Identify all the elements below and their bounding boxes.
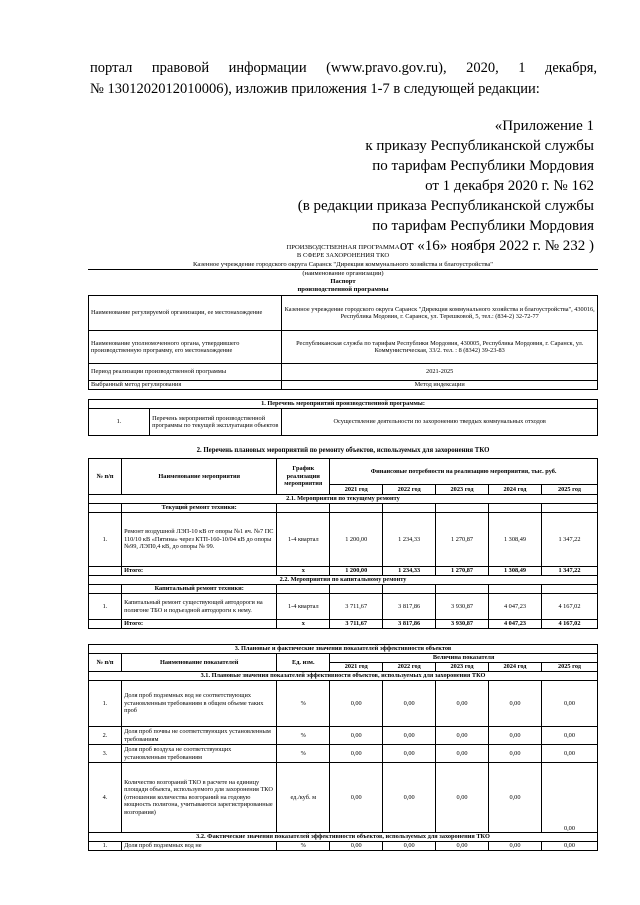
row-value: 0,00 bbox=[383, 681, 436, 727]
row-value: 0,00 bbox=[383, 842, 436, 851]
total-value: 1 308,49 bbox=[489, 567, 542, 576]
subsection-title: 3.2. Фактические значения показателей эффективности объектов, используемых для захоронения ТКО bbox=[89, 833, 598, 842]
row-value: Осуществление деятельности по захоронению твердых коммунальных отходов bbox=[282, 409, 598, 436]
col-year: 2023 год bbox=[436, 663, 489, 672]
row-value: 0,00 bbox=[383, 763, 436, 833]
row-value: 4 047,23 bbox=[489, 594, 542, 620]
row-unit: % bbox=[277, 842, 330, 851]
table-row bbox=[89, 727, 598, 745]
table-row bbox=[89, 513, 598, 567]
row-value: 0,00 bbox=[489, 842, 542, 851]
total-value: 1 234,33 bbox=[383, 567, 436, 576]
row-unit: % bbox=[277, 727, 330, 745]
section-2-table bbox=[88, 458, 598, 629]
col-year: 2024 год bbox=[489, 663, 542, 672]
passport-subtitle: производственной программы bbox=[297, 286, 389, 293]
annex-line-5: (в редакции приказа Республиканской службы bbox=[297, 198, 594, 214]
section-1-row bbox=[89, 409, 598, 436]
col-year: 2021 год bbox=[330, 663, 383, 672]
passport-row-organization bbox=[89, 296, 598, 331]
row-unit: ед./куб. м bbox=[277, 763, 330, 833]
row-value: 0,00 bbox=[541, 763, 597, 833]
total-value: 1 270,87 bbox=[436, 567, 489, 576]
row-value: 0,00 bbox=[436, 745, 489, 763]
total-value: 3 817,86 bbox=[383, 620, 436, 629]
row-number: 1. bbox=[89, 681, 122, 727]
row-name: Капитальный ремонт существующей автодороги на полигоне ТБО и подъездной автодороги к нему. bbox=[122, 594, 277, 620]
row-unit: % bbox=[277, 745, 330, 763]
passport-label: Наименование уполномоченного органа, утвердившего производственную программу, его местонахождение bbox=[89, 331, 282, 364]
total-value: 1 347,22 bbox=[541, 567, 597, 576]
row-value: 0,00 bbox=[330, 727, 383, 745]
row-name: Количество возгораний ТКО в расчете на единицу площади объекта, используемого для захоронения ТКО (отношения количества возгораний на годовую мощность полигона, учитываются зарегистрированные возгорания) bbox=[122, 763, 277, 833]
row-number: 2. bbox=[89, 727, 122, 745]
section-3-table bbox=[88, 644, 598, 851]
col-year: 2022 год bbox=[383, 663, 436, 672]
row-value: 0,00 bbox=[541, 681, 597, 727]
col-year: 2023 год bbox=[436, 485, 489, 495]
row-number: 1. bbox=[89, 842, 122, 851]
organization-name: Казенное учреждение городского округа Саранск "Дирекция коммунального хозяйства и благоустройства" bbox=[88, 261, 598, 270]
section-1-table bbox=[88, 399, 598, 436]
row-value: 1 347,22 bbox=[541, 513, 597, 567]
organization-caption: (наименование организации) bbox=[302, 270, 384, 277]
table-row bbox=[89, 594, 598, 620]
total-value: 4 047,23 bbox=[489, 620, 542, 629]
row-schedule: 1-4 квартал bbox=[277, 594, 330, 620]
program-title: ПРОИЗВОДСТВЕННАЯ ПРОГРАММА bbox=[286, 244, 400, 251]
col-year: 2025 год bbox=[541, 485, 597, 495]
row-value: 0,00 bbox=[436, 681, 489, 727]
total-row bbox=[89, 567, 598, 576]
row-value: 0,00 bbox=[436, 842, 489, 851]
subsection-title: 2.2. Мероприятия по капитальному ремонту bbox=[89, 576, 598, 585]
group-heading: Капитальный ремонт техники: bbox=[122, 585, 277, 594]
annex-heading bbox=[250, 116, 594, 256]
passport-row-authority bbox=[89, 331, 598, 364]
row-name: Доля проб подземных вод не соответствующих установленным требованиям в общем объеме таких проб bbox=[122, 681, 277, 727]
col-name: Наименование показателей bbox=[122, 654, 277, 672]
total-label: Итого: bbox=[122, 620, 277, 629]
total-value: 4 167,02 bbox=[541, 620, 597, 629]
row-number: 4. bbox=[89, 763, 122, 833]
total-value: 3 711,67 bbox=[330, 620, 383, 629]
row-number: 3. bbox=[89, 745, 122, 763]
passport-label: Период реализации производственной программы bbox=[89, 364, 282, 381]
col-financial: Финансовые потребности на реализацию мероприятия, тыс. руб. bbox=[330, 459, 598, 485]
row-value: 1 308,49 bbox=[489, 513, 542, 567]
row-name: Ремонт воздушной ЛЭП-10 кВ от опоры №1 яч. №7 ПС 110/10 кВ «Пятина» через КТП-160-10/04 кВ до опоры №99, ЛЭП0,4 кВ, до опоры № 99. bbox=[122, 513, 277, 567]
passport-table bbox=[88, 295, 598, 390]
row-value: 1 200,00 bbox=[330, 513, 383, 567]
subsection-title: 3.1. Плановые значения показателей эффективности объектов, используемых для захоронения ТКО bbox=[89, 672, 598, 681]
col-year: 2025 год bbox=[541, 663, 597, 672]
table-row bbox=[89, 842, 598, 851]
row-number: 1. bbox=[89, 594, 122, 620]
program-subtitle: В СФЕРЕ ЗАХОРОНЕНИЯ ТКО bbox=[296, 252, 390, 259]
total-x: х bbox=[277, 620, 330, 629]
row-name: Доля проб воздуха не соответствующих установленным требованиям bbox=[122, 745, 277, 763]
col-name: Наименование мероприятия bbox=[122, 459, 277, 495]
annex-line-6: по тарифам Республики Мордовия bbox=[372, 218, 594, 234]
row-value: 0,00 bbox=[541, 745, 597, 763]
table-row bbox=[89, 681, 598, 727]
intro-paragraph bbox=[90, 58, 597, 100]
row-value: 0,00 bbox=[330, 681, 383, 727]
subsection-title: 2.1. Мероприятия по текущему ремонту bbox=[89, 495, 598, 504]
row-value: 1 270,87 bbox=[436, 513, 489, 567]
row-value: 4 167,02 bbox=[541, 594, 597, 620]
passport-label: Выбранный метод регулирования bbox=[89, 381, 282, 390]
col-year: 2021 год bbox=[330, 485, 383, 495]
table-row bbox=[89, 745, 598, 763]
col-number: № п/п bbox=[89, 459, 122, 495]
row-value: 1 234,33 bbox=[383, 513, 436, 567]
row-value: 0,00 bbox=[541, 727, 597, 745]
row-number: 1. bbox=[89, 409, 150, 436]
row-value: 0,00 bbox=[489, 727, 542, 745]
passport-row-period bbox=[89, 364, 598, 381]
row-schedule: 1-4 квартал bbox=[277, 513, 330, 567]
row-value: 0,00 bbox=[330, 763, 383, 833]
row-label: Перечень мероприятий производственной программы по текущей эксплуатации объектов bbox=[150, 409, 282, 436]
passport-value: Метод индексации bbox=[282, 381, 598, 390]
row-value: 0,00 bbox=[383, 745, 436, 763]
row-value: 0,00 bbox=[330, 745, 383, 763]
section-1-title: 1. Перечень мероприятий производственной программы: bbox=[89, 400, 598, 409]
row-value: 0,00 bbox=[436, 727, 489, 745]
row-value: 0,00 bbox=[489, 745, 542, 763]
passport-title: Паспорт bbox=[330, 278, 356, 285]
row-value: 3 930,87 bbox=[436, 594, 489, 620]
total-value: 3 930,87 bbox=[436, 620, 489, 629]
passport-row-method bbox=[89, 381, 598, 390]
total-label: Итого: bbox=[122, 567, 277, 576]
group-heading: Текущий ремонт техники: bbox=[122, 504, 277, 513]
row-number: 1. bbox=[89, 513, 122, 567]
row-value: 0,00 bbox=[436, 763, 489, 833]
col-number: № п/п bbox=[89, 654, 122, 672]
row-value: 0,00 bbox=[383, 727, 436, 745]
row-name: Доля проб почвы не соответствующих установленным требованиям bbox=[122, 727, 277, 745]
passport-label: Наименование регулируемой организации, ее местонахождение bbox=[89, 296, 282, 331]
col-value: Величина показателя bbox=[330, 654, 598, 663]
total-row bbox=[89, 620, 598, 629]
row-value: 0,00 bbox=[489, 681, 542, 727]
col-schedule: График реализации мероприятия bbox=[277, 459, 330, 495]
total-x: х bbox=[277, 567, 330, 576]
table-row bbox=[89, 763, 598, 833]
passport-value: 2021-2025 bbox=[282, 364, 598, 381]
row-value: 0,00 bbox=[541, 842, 597, 851]
row-value: 3 711,67 bbox=[330, 594, 383, 620]
passport-value: Республиканская служба по тарифам Республики Мордовия, 430005, Республика Мордовия, г. Саранск, ул. Коммунистическая, 33/2. тел. : 8 (8342) 39-23-83 bbox=[282, 331, 598, 364]
row-value: 0,00 bbox=[489, 763, 542, 833]
col-year: 2024 год bbox=[489, 485, 542, 495]
col-year: 2022 год bbox=[383, 485, 436, 495]
section-2-title: 2. Перечень плановых мероприятий по ремонту объектов, используемых для захоронения ТКО bbox=[196, 447, 490, 454]
section-3-title: 3. Плановые и фактические значения показателей эффективности объектов bbox=[89, 645, 598, 654]
annex-line-3: по тарифам Республики Мордовия bbox=[372, 158, 594, 174]
annex-line-4: от 1 декабря 2020 г. № 162 bbox=[425, 178, 594, 194]
row-value: 0,00 bbox=[330, 842, 383, 851]
passport-value: Казенное учреждение городского округа Саранск "Дирекция коммунального хозяйства и благоустройства", 430016, Республика Модовия, г. Саранск, ул. Терешковой, 5, тел.: (834-2) 32-72-77 bbox=[282, 296, 598, 331]
annex-line-1: «Приложение 1 bbox=[494, 118, 594, 134]
intro-line-1: портал правовой информации (www.pravo.gov.ru), 2020, 1 декабря, bbox=[90, 60, 597, 76]
row-value: 3 817,86 bbox=[383, 594, 436, 620]
total-value: 1 200,00 bbox=[330, 567, 383, 576]
intro-line-2: № 1301202012010006), изложив приложения 1-7 в следующей редакции: bbox=[90, 81, 540, 97]
row-unit: % bbox=[277, 681, 330, 727]
col-unit: Ед. изм. bbox=[277, 654, 330, 672]
annex-line-7: от «16» ноября 2022 г. № 232 ) bbox=[399, 238, 594, 254]
annex-line-2: к приказу Республиканской службы bbox=[365, 138, 594, 154]
row-name: Доля проб подземных вод не bbox=[122, 842, 277, 851]
